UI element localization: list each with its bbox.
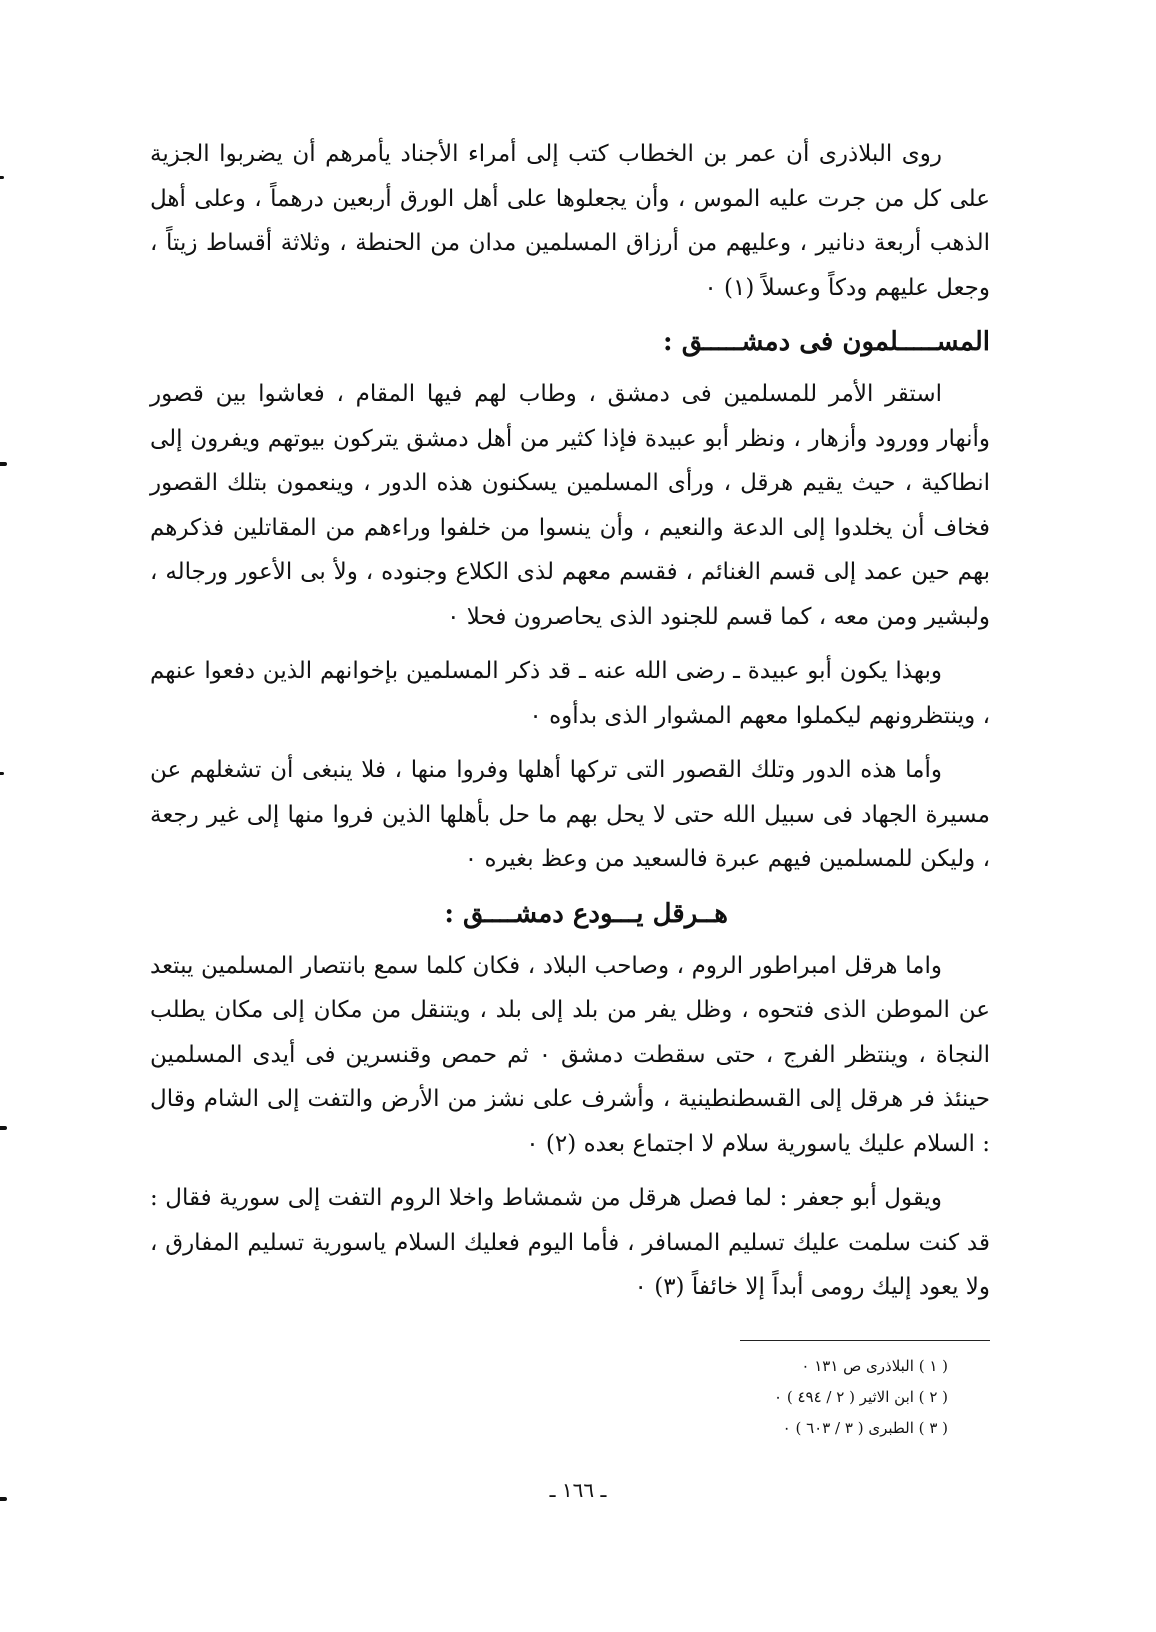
page-body [150, 132, 990, 1310]
footnote-divider [740, 1340, 990, 1341]
scan-margin-mark [0, 1126, 7, 1130]
paragraph-damascus-settlement: استقر الأمر للمسلمين فى دمشق ، وطاب لهم فيها المقام ، فعاشوا بين قصور وأنهار وورود وأزهار ، ونظر أبو عبيدة فإذا كثير من أهل دمشق يتركون بيوتهم ويفرون إلى انطاكية ، حيث يقيم هرقل ، ورأى المسلمين يسكنون هذه الدور ، وينعمون بتلك القصور فخاف أن يخلدوا إلى الدعة والنعيم ، وأن ينسوا من خلفوا وراءهم من المقاتلين فذكرهم بهم حين عمد إلى قسم الغنائم ، فقسم معهم لذى الكلاع وجنوده ، ولأ بى الأعور ورجاله ، ولبشير ومن معه ، كما قسم للجنود الذى يحاصرون فحلا ٠ [150, 381, 990, 630]
paragraph-abu-jafar: ويقول أبو جعفر : لما فصل هرقل من شمشاط واخلا الروم التفت إلى سورية فقال : قد كنت سلمت عليك تسليم المسافر ، فأما اليوم فعليك السلام ياسورية تسليم المفارق ، ولا يعود إليك رومى أبداً إلا خائفاً (٣) ٠ [150, 1185, 990, 1300]
paragraph-jizya: روى البلاذرى أن عمر بن الخطاب كتب إلى أمراء الأجناد يأمرهم أن يضربوا الجزية على كل من جرت عليه الموس ، وأن يجعلوها على أهل الورق أربعين درهماً ، وعلى أهل الذهب أربعة دنانير ، وعليهم من أرزاق المسلمين مدان من الحنطة ، وثلاثة أقساط زيتاً ، وجعل عليهم ودكاً وعسلاً (١) ٠ [150, 141, 990, 301]
page-number: ـ ١٦٦ ـ [549, 1478, 607, 1502]
footnote-1: ( ١ ) البلاذرى ص ١٣١ ٠ [801, 1357, 948, 1375]
scan-margin-mark [0, 1497, 7, 1501]
paragraph-abu-ubaida: وبهذا يكون أبو عبيدة ـ رضى الله عنه ـ قد ذكر المسلمين بإخوانهم الذين دفعوا عنهم ، وينتظرونهم ليكملوا معهم المشوار الذى بدأوه ٠ [150, 658, 990, 729]
paragraph-houses-palaces: وأما هذه الدور وتلك القصور التى تركها أهلها وفروا منها ، فلا ينبغى أن تشغلهم عن مسيرة الجهاد فى سبيل الله حتى لا يحل بهم ما حل بأهلها الذين فروا منها إلى غير رجعة ، وليكن للمسلمين فيهم عبرة فالسعيد من وعظ بغيره ٠ [150, 757, 990, 872]
scan-margin-mark [0, 176, 4, 179]
footnote-3: ( ٣ ) الطبرى ( ٣ / ٦٠٣ ) ٠ [782, 1419, 948, 1437]
footnote-2: ( ٢ ) ابن الاثير ( ٢ / ٤٩٤ ) ٠ [774, 1388, 948, 1406]
footnotes [150, 1340, 990, 1444]
paragraph-heraclius-flight: واما هرقل امبراطور الروم ، وصاحب البلاد ، فكان كلما سمع بانتصار المسلمين يبتعد عن الموطن الذى فتحوه ، وظل يفر من بلد إلى بلد ، ويتنقل من مكان إلى مكان يطلب النجاة ، وينتظر الفرج ، حتى سقطت دمشق ٠ ثم حمص وقنسرين فى أيدى المسلمين حينئذ فر هرقل إلى القسطنطينية ، وأشرف على نشز من الأرض والتفت إلى الشام وقال : السلام عليك ياسورية سلام لا اجتماع بعده (٢) ٠ [150, 952, 990, 1157]
heading-muslims-in-damascus: المســـــلمون فى دمشـــــق : [663, 327, 990, 357]
scan-margin-mark [0, 462, 7, 466]
scan-margin-mark [0, 772, 4, 775]
heading-heraclius-farewell: هــرقل يـــودع دمشــــق : [444, 898, 728, 929]
